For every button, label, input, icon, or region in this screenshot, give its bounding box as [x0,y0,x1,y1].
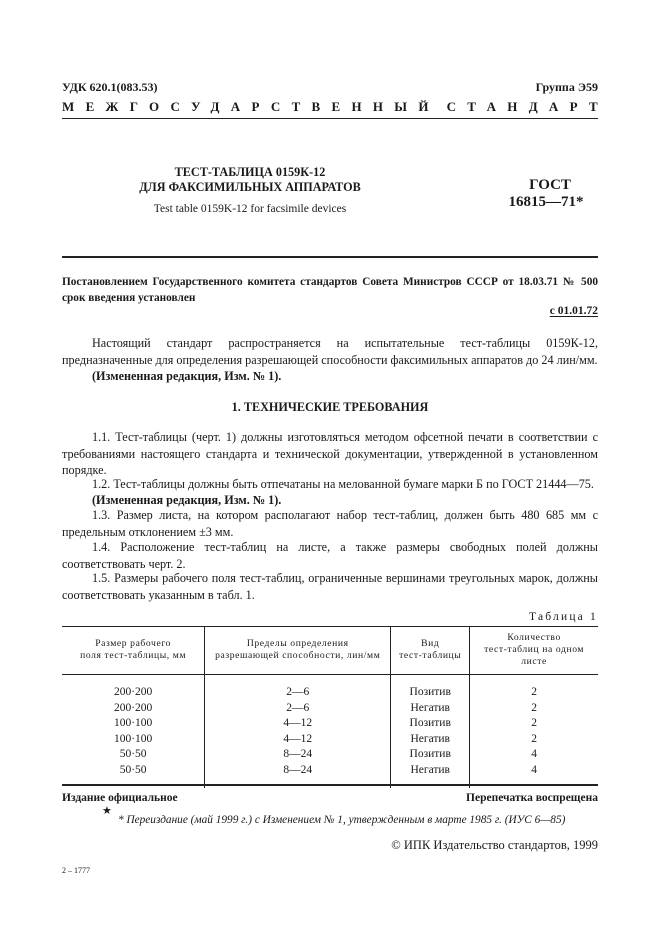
decree-text: Постановлением Государственного комитета стандартов Совета Министров СССР от 18.03.71 № 500 срок введения установлен [62,276,598,304]
group-code: Группа Э59 [535,80,598,94]
cell-type: Позитив [391,675,470,701]
header-interstate: МЕЖГОСУДАРСТВЕННЫЙ [62,99,440,114]
cell-limits: 8—24 [205,763,391,789]
official-edition: Издание официальное [62,792,178,804]
header-text: поля тест-таблицы, мм [80,650,187,661]
table-row [62,747,598,763]
table-row [62,732,598,748]
table-row [62,675,598,701]
decree-date: с 01.01.72 [549,305,598,317]
title-line-2: ДЛЯ ФАКСИМИЛЬНЫХ АППАРАТОВ [139,180,361,194]
header-text: Размер рабочего [95,638,172,649]
cell-size: 200·200 [113,686,153,698]
cell-limits: 4—12 [205,732,391,748]
clause-1-4: 1.4. Расположение тест-таблиц на листе, а также размеры свободных полей должны соответствовать черт. 2. [62,540,598,571]
udk-code: УДК 620.1(083.53) [62,80,158,94]
footer-rule [62,784,598,786]
clause-1-3: 1.3. Размер листа, на котором располагают набор тест-таблиц, должен быть 480 685 мм с предельным отклонением ±3 мм. [62,508,598,539]
table-header-count [470,627,598,675]
header-text: тест-таблиц на одном листе [484,644,585,667]
clause-1-1: 1.1. Тест-таблицы (черт. 1) должны изготовляться методом офсетной печати в соответствии с требованиями настоящего стандарта и технической документации, утвержденной в установленном порядке. [62,430,598,477]
cell-size: 200·200 [113,701,153,714]
title-line-1: ТЕСТ-ТАБЛИЦА 0159К-12 [174,165,326,179]
cell-count: 2 [470,675,598,701]
header-text: тест-таблицы [399,650,462,661]
clause-1-2-amendment: (Измененная редакция, Изм. № 1). [92,493,282,507]
cell-count: 2 [470,701,598,717]
table-header-type [391,627,470,675]
intro-paragraph: Настоящий стандарт распространяется на испытательные тест-таблицы 0159К-12, предназначенные для определения разрешающей способности факсимильных аппаратов до 24 лин/мм. [62,336,598,367]
table-row [62,701,598,717]
header-text: Количество [507,632,561,643]
table-row [62,716,598,732]
cell-limits: 2—6 [205,701,391,717]
cell-type: Позитив [391,747,470,763]
header-text: Вид [421,638,440,649]
reissue-note: * Переиздание (май 1999 г.) с Изменением № 1, утвержденным в марте 1985 г. (ИУС 6—85) [118,814,566,826]
header-standard: СТАНДАРТ [446,99,609,114]
cell-count: 2 [470,716,598,732]
resolution-table [62,626,598,788]
cell-size: 100·100 [113,717,153,729]
star-mark: ★ [102,805,112,817]
reprint-forbidden: Перепечатка воспрещена [466,792,598,804]
copyright: © ИПК Издательство стандартов, 1999 [391,838,598,852]
header-text: Пределы определения [246,638,349,649]
cell-count: 4 [470,747,598,763]
clause-1-2: 1.2. Тест-таблицы должны быть отпечатаны на мелованной бумаге марки Б по ГОСТ 21444—75. [92,477,594,491]
gost-number: 16815—71* [508,194,584,210]
cell-count: 4 [470,763,598,789]
header-rule [62,118,598,119]
cell-limits: 4—12 [205,716,391,732]
section-heading: 1. ТЕХНИЧЕСКИЕ ТРЕБОВАНИЯ [231,400,429,414]
intro-amendment: (Измененная редакция, Изм. № 1). [92,369,282,383]
cell-count: 2 [470,732,598,748]
table-header-size [62,627,205,675]
cell-limits: 8—24 [205,747,391,763]
gost-label: ГОСТ [529,177,571,193]
cell-size: 50·50 [119,748,147,760]
cell-type: Позитив [391,716,470,732]
cell-type: Негатив [391,732,470,748]
title-rule [62,256,598,258]
table-caption: Таблица 1 [529,611,598,623]
title-english: Test table 0159K-12 for facsimile devices [153,203,347,215]
clause-1-5: 1.5. Размеры рабочего поля тест-таблиц, ограниченные вершинами треугольных марок, должны соответствовать указанным в табл. 1. [62,571,598,602]
cell-type: Негатив [391,763,470,789]
cell-type: Негатив [391,701,470,717]
header-text: разрешающей способности, лин/мм [215,650,381,661]
cell-size: 50·50 [119,763,147,776]
print-code: 2 – 1777 [62,866,90,875]
cell-size: 100·100 [113,732,153,745]
cell-limits: 2—6 [205,675,391,701]
table-header-row [62,627,598,675]
table-header-limits [205,627,391,675]
